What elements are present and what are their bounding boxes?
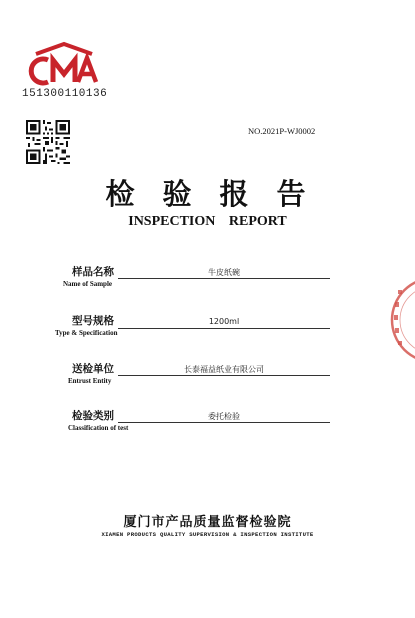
field-entrust-entity bbox=[0, 361, 415, 401]
field-underline bbox=[118, 422, 330, 423]
seal-stamp bbox=[386, 270, 415, 370]
cma-logo bbox=[26, 40, 102, 90]
field-label-en: Type & Specification bbox=[55, 329, 118, 337]
field-label-cn: 型号规格 bbox=[72, 315, 114, 327]
field-label-en: Classification of test bbox=[68, 424, 129, 432]
field-classification bbox=[0, 408, 415, 448]
field-value: 长泰福益纸业有限公司 bbox=[184, 365, 264, 374]
field-sample-name bbox=[0, 264, 415, 304]
field-label-cn: 送检单位 bbox=[72, 363, 114, 375]
field-underline bbox=[118, 278, 330, 279]
field-label-cn: 样品名称 bbox=[72, 266, 114, 278]
report-title-en: INSPECTION REPORT bbox=[128, 214, 287, 229]
field-label-cn: 检验类别 bbox=[72, 410, 114, 422]
field-label-en: Name of Sample bbox=[63, 280, 112, 288]
field-type-spec bbox=[0, 313, 415, 353]
institute-name-en: XIAMEN PRODUCTS QUALITY SUPERVISION & INSPECTION INSTITUTE bbox=[101, 531, 314, 538]
cma-code: 151300110136 bbox=[22, 88, 108, 100]
field-value: 牛皮纸碗 bbox=[208, 268, 240, 277]
field-label-en: Entrust Entity bbox=[68, 377, 112, 385]
field-underline bbox=[118, 375, 330, 376]
report-number: NO.2021P-WJ0002 bbox=[248, 126, 316, 136]
report-title-cn: 检验报告 bbox=[105, 177, 334, 211]
field-underline bbox=[118, 328, 330, 329]
field-value: 1200ml bbox=[208, 317, 240, 326]
field-value: 委托检验 bbox=[208, 412, 240, 421]
institute-name-cn: 厦门市产品质量监督检验院 bbox=[123, 515, 292, 530]
qr-code-icon bbox=[26, 120, 70, 164]
